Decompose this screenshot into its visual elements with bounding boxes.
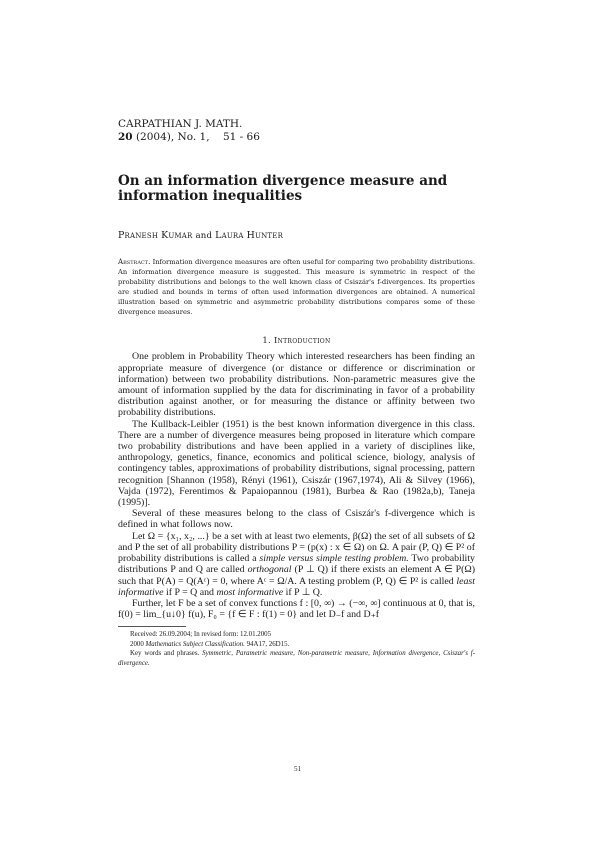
p4-emphasis-2: orthogonal <box>247 564 292 576</box>
p4-emphasis-3: least informative <box>118 575 475 598</box>
journal-header <box>118 118 475 144</box>
paragraph-4 <box>118 531 475 598</box>
paragraph-1: One problem in Probability Theory which interested researchers has been finding an appropriate measure of divergence (or distance or difference or discrimination or information) between two probability distributions. Non-parametric measures give the amount of information supplied by the data for discriminating in favor of a probability distribution against another, or for measuring the distance or affinity between two probability distributions. <box>118 351 475 419</box>
msc-codes: 94A17, 26D15. <box>246 640 290 648</box>
p4-part-a: Let Ω = {x₁, x₂, ...} be a set with at least two elements, β(Ω) the set of all subsets of Ω and P the set of all probability distributions P = (p(x) : x ∈ Ω) on Ω. A pair (P, Q) ∈ P² of probability distributions is called a <box>118 530 475 565</box>
p4-emphasis-4: most informative <box>216 586 284 598</box>
paragraph-2: The Kullback-Leibler (1951) is the best known information divergence in this class. There are a number of divergence measures being proposed in literature which compare two probability distributions and have been applied in a variety of disciplines like, anthropology, genetics, finance, economics and political science, biology, analysis of contingency tables, approximations of probability distributions, signal processing, pattern recognition [Shannon (1958), Rényi (1961), Csiszár (1967,1974), Ali & Silvey (1966), Vajda (1972), Ferentimos & Papaiopannou (1981), Burbea & Rao (1982a,b), Taneja (1995)]. <box>118 418 475 509</box>
keywords-text: Symmetric, Parametric measure, Non-parametric measure, Information divergence, Csiszar's f-divergence. <box>118 650 475 667</box>
msc-label: Mathematics Subject Classification. <box>145 640 245 648</box>
abstract-text: Information divergence measures are often useful for comparing two probability distributions. An information divergence measure is suggested. This measure is symmetric in respect of the probability distributions and belongs to the well known class of Csiszár's f-divergences. Its properties are studied and bounds in terms of often used information divergences are obtained. A numerical illustration based on symmetric and asymmetric probability distributions compares some of these divergence measures. <box>118 258 475 316</box>
footnote-msc <box>118 640 475 649</box>
paragraph-3: Several of these measures belong to the class of Csiszár's f-divergence which is defined in what follows now. <box>118 508 475 531</box>
paper-title <box>118 174 475 204</box>
p4-emphasis-1: simple versus simple testing problem. <box>259 553 409 565</box>
abstract <box>118 257 475 317</box>
keywords-label: Key words and phrases. <box>130 650 200 658</box>
journal-name: CARPATHIAN J. MATH. <box>118 118 243 130</box>
paragraph-5: Further, let F be a set of convex functions f : [0, ∞) → (−∞, ∞] continuous at 0, that is, f(0) = lim_{u↓0} f(u), F₀ = {f ∈ F : f(1) = 0} and let D₋f and D₊f <box>118 597 475 621</box>
msc-year: 2000 <box>130 640 144 648</box>
p4-part-b: Two probability distributions P and Q are called <box>118 553 475 576</box>
title-line-2: information inequalities <box>118 188 303 204</box>
footnote-received: Received: 26.09.2004; In revised form: 12.01.2005 <box>130 631 272 639</box>
footnote-rule <box>118 626 186 627</box>
body-text <box>118 351 475 620</box>
authors <box>118 230 475 241</box>
journal-volume: 20 <box>118 131 133 143</box>
authors-and: and <box>195 231 213 241</box>
journal-issue <box>118 131 475 144</box>
p4-part-e: if P ⊥ Q. <box>283 586 323 598</box>
footnotes <box>118 630 475 668</box>
journal-issue-line: (2004), No. 1, <box>132 131 210 143</box>
page-number: 51 <box>294 766 301 773</box>
section-heading: 1. Introduction <box>262 335 331 346</box>
journal-pages: 51 - 66 <box>222 131 260 143</box>
author-1-last: Kumar <box>161 230 193 241</box>
author-2-last: Hunter <box>246 230 284 241</box>
author-2-first: Laura <box>215 230 244 241</box>
title-line-1: On an information divergence measure and <box>118 173 448 189</box>
author-1-first: Pranesh <box>118 230 159 241</box>
p4-part-d: if P = Q and <box>163 586 217 598</box>
p4-part-c: (P ⊥ Q) if there exists an element A ∈ P(Ω) such that P(A) = Q(Aᶜ) = 0, where Aᶜ = Ω/A. A testing problem (P, Q) ∈ P² is called <box>118 564 475 587</box>
footnote-keywords <box>118 649 475 668</box>
page-content <box>118 118 475 668</box>
abstract-label: Abstract. <box>118 257 151 266</box>
